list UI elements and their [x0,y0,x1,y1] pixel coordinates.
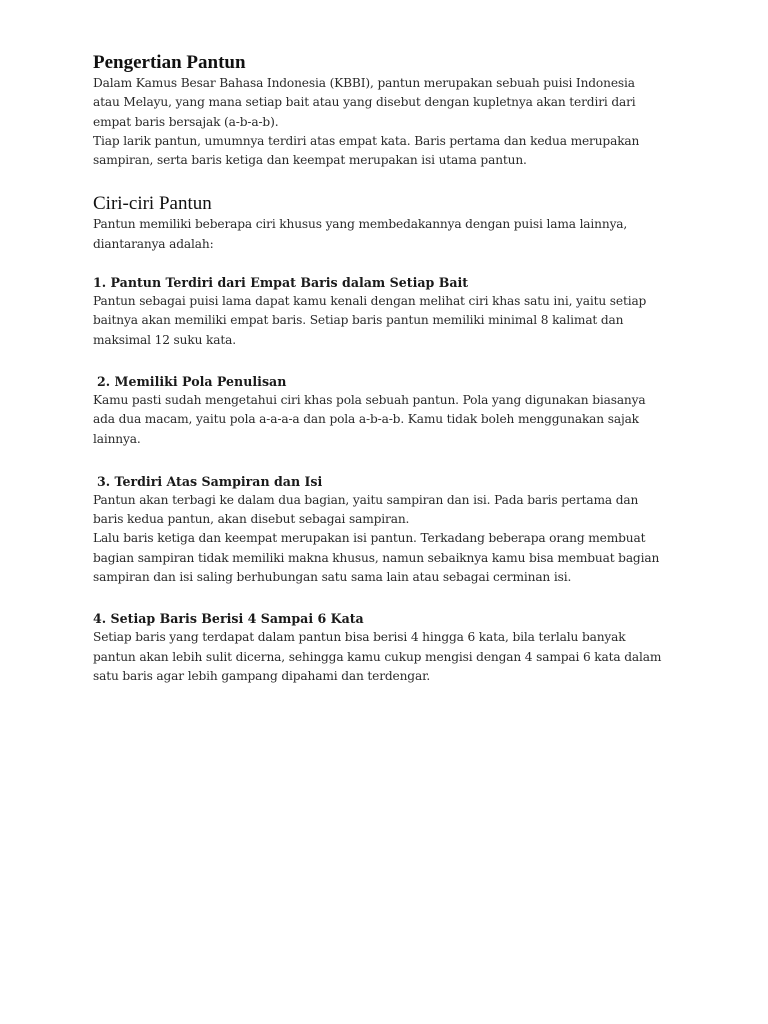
text-line: sampiran dan isi saling berhubungan satu sama lain atau sebagai cerminan isi. [93,570,572,585]
section-title-ciri-ciri: Ciri-ciri Pantun [93,193,212,215]
text-line: atau Melayu, yang mana setiap bait atau yang disebut dengan kupletnya akan terdiri dari [93,95,636,110]
text-line: sampiran, serta baris ketiga dan keempat merupakan isi utama pantun. [93,153,527,168]
text-line: pantun akan lebih sulit dicerna, sehingga kamu cukup mengisi dengan 4 sampai 6 kata dalam [93,649,662,664]
text-line: bagian sampiran tidak memiliki makna khusus, namun sebaiknya kamu bisa membuat bagian [93,550,660,565]
text-line: baris kedua pantun, akan disebut sebagai sampiran. [93,512,410,527]
text-line: lainnya. [93,431,141,446]
item-heading-3: 3. Terdiri Atas Sampiran dan Isi [97,473,323,489]
text-line: ada dua macam, yaitu pola a-a-a-a dan pola a-b-a-b. Kamu tidak boleh menggunakan sajak [93,412,639,427]
text-line: diantaranya adalah: [93,236,214,251]
document-page [93,52,683,686]
item-paragraph-2 [93,391,683,449]
text-line: Dalam Kamus Besar Bahasa Indonesia (KBBI), pantun merupakan sebuah puisi Indonesia [93,76,635,90]
text-line: empat baris bersajak (a-b-a-b). [93,114,279,129]
text-line: Pantun memiliki beberapa ciri khusus yang membedakannya dengan puisi lama lainnya, [93,217,628,232]
text-line: satu baris agar lebih gampang dipahami dan terdengar. [93,668,431,683]
item-heading-1: 1. Pantun Terdiri dari Empat Baris dalam Setiap Bait [93,275,469,291]
text-line: Lalu baris ketiga dan keempat merupakan isi pantun. Terkadang beberapa orang membuat [93,531,646,546]
text-line: maksimal 12 suku kata. [93,332,236,347]
item-heading-2: 2. Memiliki Pola Penulisan [97,373,287,389]
paragraph-ciri-intro [93,215,683,254]
item-paragraph-1 [93,292,683,350]
text-line: Pantun akan terbagi ke dalam dua bagian, yaitu sampiran dan isi. Pada baris pertama dan [93,492,639,507]
text-line: Kamu pasti sudah mengetahui ciri khas pola sebuah pantun. Pola yang digunakan biasanya [93,392,646,407]
text-line: Pantun sebagai puisi lama dapat kamu kenali dengan melihat ciri khas satu ini, yaitu setiap [93,294,647,309]
paragraph-pengertian [93,74,683,170]
item-heading-4: 4. Setiap Baris Berisi 4 Sampai 6 Kata [93,611,364,627]
text-line: Setiap baris yang terdapat dalam pantun bisa berisi 4 hingga 6 kata, bila terlalu banyak [93,630,626,645]
item-paragraph-4 [93,628,683,686]
section-title-pengertian: Pengertian Pantun [93,52,246,73]
text-line: Tiap larik pantun, umumnya terdiri atas empat kata. Baris pertama dan kedua merupakan [93,133,640,148]
item-paragraph-3 [93,491,683,587]
text-line: baitnya akan memiliki empat baris. Setiap baris pantun memiliki minimal 8 kalimat dan [93,313,624,328]
